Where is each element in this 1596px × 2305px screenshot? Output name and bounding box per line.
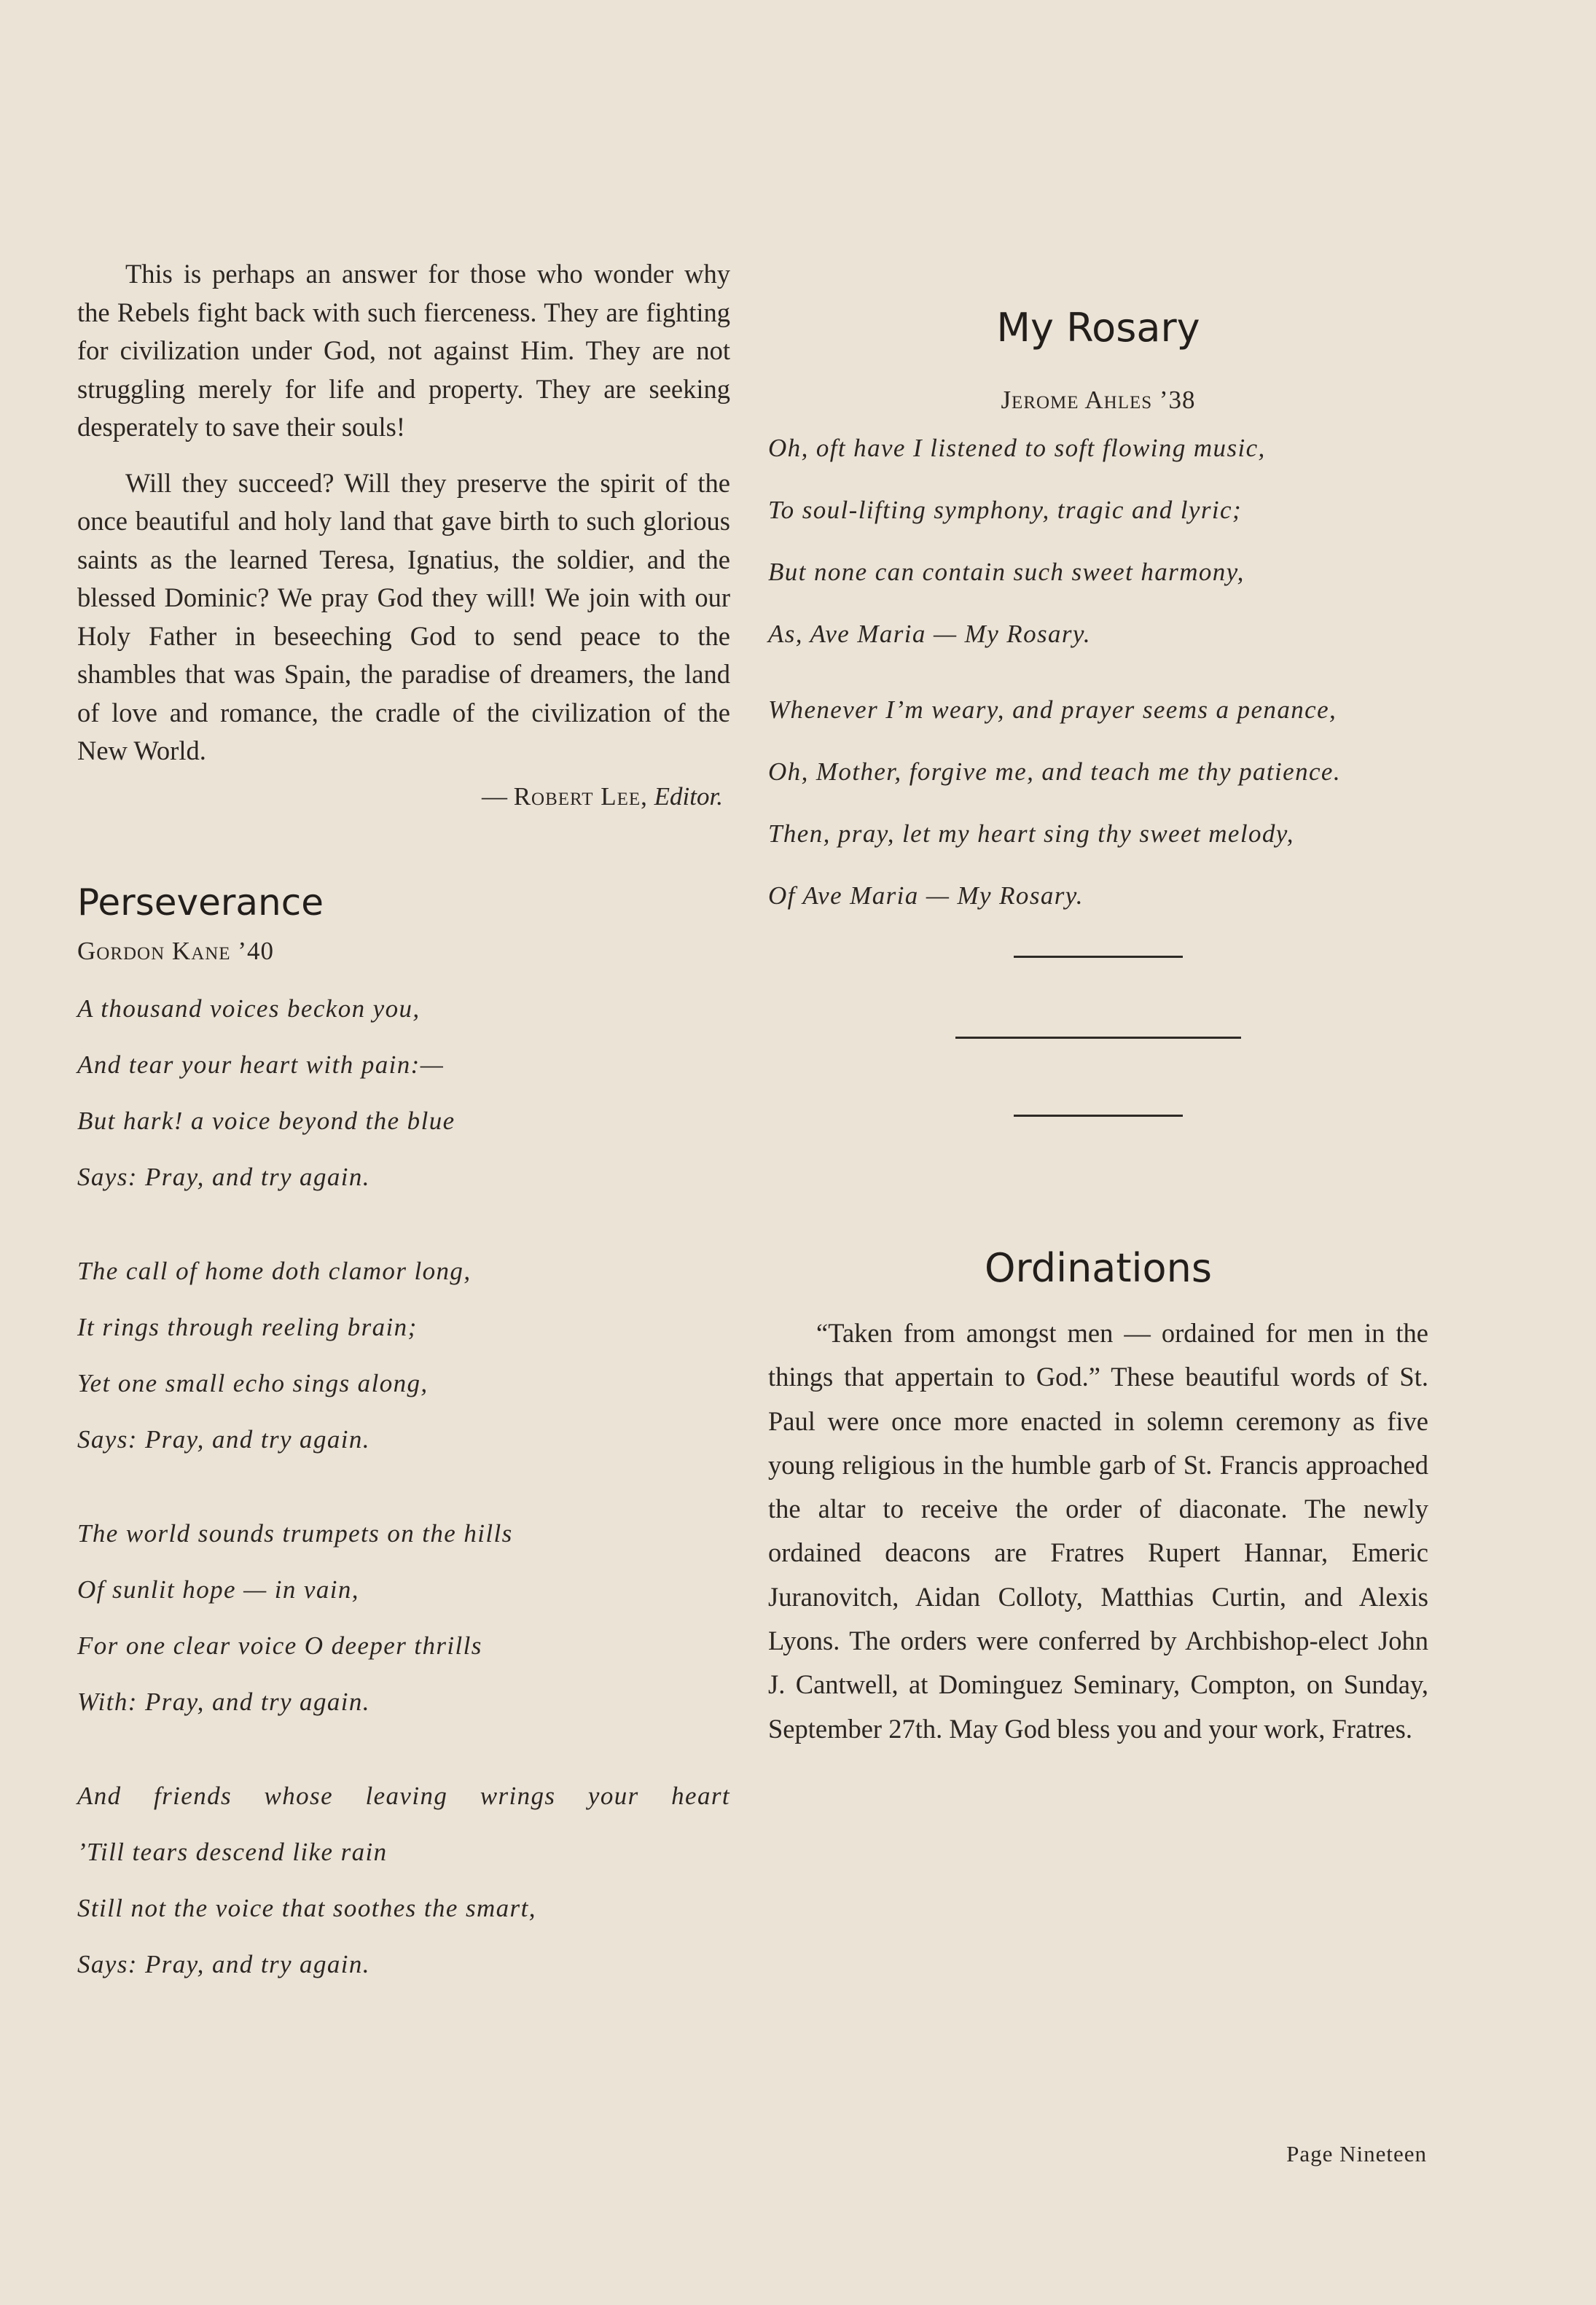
poem-perseverance xyxy=(77,980,730,1992)
poem-line: And friends whose leaving wrings your heart xyxy=(77,1781,730,1810)
divider-rule-2 xyxy=(955,1037,1241,1039)
editorial-paragraph-2: Will they succeed? Will they preserve the spirit of the once beautiful and holy land that gave birth to such glorious saints as the learned Teresa, Ignatius, the soldier, and the blessed Dominic? We pray God they will! We join with our Holy Father in beseeching God to send peace to the shambles that was Spain, the paradise of dreamers, the land of love and romance, the cradle of the civilization of the New World. xyxy=(77,467,730,765)
stanza xyxy=(77,1505,730,1730)
article-title-ordinations: Ordinations xyxy=(985,1245,1212,1291)
poem-author-my-rosary: Jerome Ahles ’38 xyxy=(1001,386,1196,414)
poem-title-perseverance: Perseverance xyxy=(77,881,324,924)
poem-line: The call of home doth clamor long, xyxy=(77,1256,472,1285)
poem-line: To soul-lifting symphony, tragic and lyric; xyxy=(768,496,1243,524)
stanza xyxy=(77,1768,730,1992)
left-column xyxy=(77,255,730,1992)
poem-line: Oh, Mother, forgive me, and teach me thy patience. xyxy=(768,757,1341,786)
signature-dash: — xyxy=(481,781,514,811)
poem-line: Yet one small echo sings along, xyxy=(77,1368,429,1397)
signature-name: Robert Lee, xyxy=(513,781,648,811)
poem-line: Says: Pray, and try again. xyxy=(77,1424,370,1454)
poem-line: With: Pray, and try again. xyxy=(77,1687,370,1716)
poem-title-my-rosary: My Rosary xyxy=(996,305,1200,351)
poem-line: Says: Pray, and try again. xyxy=(77,1949,370,1978)
poem-line: Of Ave Maria — My Rosary. xyxy=(768,881,1084,910)
poem-line: Of sunlit hope — in vain, xyxy=(77,1575,359,1604)
poem-line: Says: Pray, and try again. xyxy=(77,1162,370,1191)
stanza xyxy=(77,1243,730,1467)
signature-role: Editor. xyxy=(654,781,723,811)
poem-line: And tear your heart with pain:— xyxy=(77,1050,445,1079)
poem-line: For one clear voice O deeper thrills xyxy=(77,1631,482,1660)
poem-line: The world sounds trumpets on the hills xyxy=(77,1518,513,1548)
poem-line: A thousand voices beckon you, xyxy=(77,994,420,1023)
divider-rule-1 xyxy=(1014,956,1183,958)
poem-my-rosary xyxy=(768,429,1428,915)
poem-line: ’Till tears descend like rain xyxy=(77,1837,388,1866)
editorial-signature xyxy=(77,782,730,811)
stanza xyxy=(768,691,1428,915)
poem-line: As, Ave Maria — My Rosary. xyxy=(768,620,1092,648)
poem-line: It rings through reeling brain; xyxy=(77,1312,418,1341)
poem-line: Still not the voice that soothes the smart, xyxy=(77,1893,536,1922)
stanza xyxy=(77,980,730,1205)
poem-line: But none can contain such sweet harmony, xyxy=(768,558,1245,586)
poem-author-perseverance: Gordon Kane ’40 xyxy=(77,936,274,965)
poem-line: Oh, oft have I listened to soft flowing music, xyxy=(768,434,1266,462)
poem-line: But hark! a voice beyond the blue xyxy=(77,1106,455,1135)
right-column xyxy=(768,255,1428,1751)
poem-line: Then, pray, let my heart sing thy sweet melody, xyxy=(768,819,1294,848)
poem-line: Whenever I’m weary, and prayer seems a penance, xyxy=(768,695,1337,724)
ordinations-paragraph: “Taken from amongst men — ordained for men in the things that appertain to God.” These beautiful words of St. Paul were once more enacted in solemn ceremony as five young religious in the humble garb of St. Francis approached the altar to receive the order of diaconate. The newly ordained deacons are Fratres Rupert Hannar, Emeric Juranovitch, Aidan Colloty, Matthias Curtin, and Alexis Lyons. The orders were conferred by Archbishop-elect John J. Cantwell, at Dominguez Seminary, Compton, on Sunday, September 27th. May God bless you and your work, Fratres. xyxy=(768,1318,1428,1744)
page-number: Page Nineteen xyxy=(1286,2141,1427,2166)
divider-rule-3 xyxy=(1014,1115,1183,1117)
stanza xyxy=(768,429,1428,653)
editorial-paragraph-1: This is perhaps an answer for those who wonder why the Rebels fight back with such fierceness. They are fighting for civilization under God, not against Him. They are not struggling merely for life and property. They are seeking desperately to save their souls! xyxy=(77,259,730,442)
